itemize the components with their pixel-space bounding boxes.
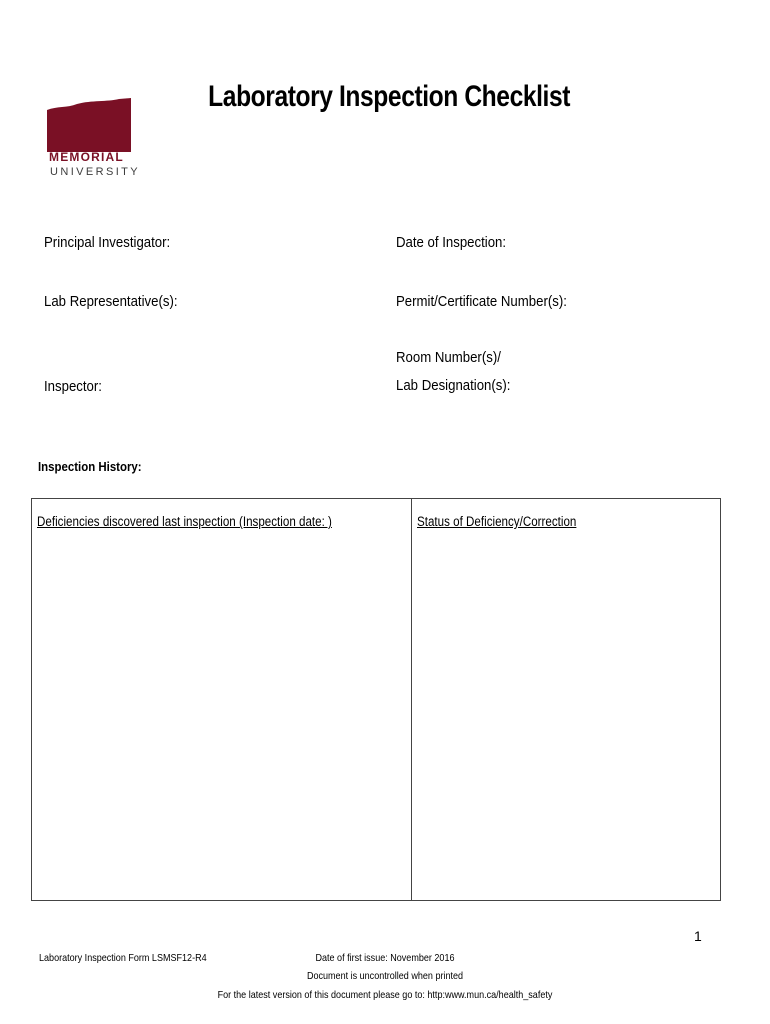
date-of-inspection-label: Date of Inspection: <box>396 234 507 251</box>
page-title: Laboratory Inspection Checklist <box>208 80 571 113</box>
table-column-divider <box>411 499 412 900</box>
inspection-history-table[interactable] <box>31 498 721 901</box>
footer-latest-version[interactable]: For the latest version of this document please go to: http:www.mun.ca/health_safety <box>217 989 553 1001</box>
principal-investigator-label: Principal Investigator: <box>44 234 171 251</box>
status-column-header: Status of Deficiency/Correction <box>417 514 577 529</box>
inspector-label: Inspector: <box>44 378 102 395</box>
permit-numbers-label: Permit/Certificate Number(s): <box>396 293 567 310</box>
logo-text-university: UNIVERSITY <box>50 166 141 178</box>
room-numbers-label: Room Number(s)/ <box>396 349 501 366</box>
footer-uncontrolled: Document is uncontrolled when printed <box>306 970 464 982</box>
deficiencies-column-header: Deficiencies discovered last inspection (Inspection date: ) <box>37 514 332 529</box>
footer-form-id: Laboratory Inspection Form LSMSF12-R4 <box>39 952 207 964</box>
lab-designations-label: Lab Designation(s): <box>396 377 511 394</box>
lab-representatives-label: Lab Representative(s): <box>44 293 178 310</box>
logo-text-memorial: MEMORIAL <box>49 150 124 164</box>
footer-first-issue: Date of first issue: November 2016 <box>315 952 455 964</box>
inspection-history-label: Inspection History: <box>38 459 142 474</box>
page-number: 1 <box>694 928 702 944</box>
